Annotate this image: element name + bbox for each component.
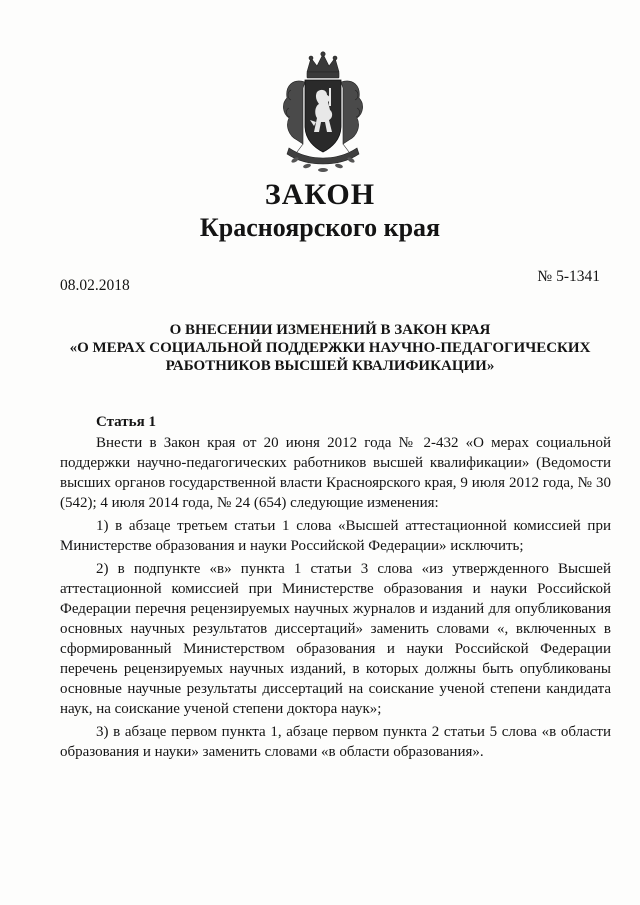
- law-date: 08.02.2018: [60, 277, 130, 294]
- paragraph: 3) в абзаце первом пункта 1, абзаце первом пункта 2 статьи 5 слова «в области образования и науки» заменить словами «в области образования».: [60, 724, 611, 760]
- paragraph: 2) в подпункте «в» пункта 1 статьи 3 слова «из утвержденного Высшей аттестационной комиссией при Министерстве образования и науки Российской Федерации перечня рецензируемых научных журналов и изданий для опубликования основных научных результатов диссертаций» заменить словами «, включенных в сформированный Министерством образования и науки Российской Федерации перечень рецензируемых научных изданий, в которых должны быть опубликованы основные научные результаты диссертаций на соискание ученой степени кандидата наук, на соискание ученой степени доктора наук»;: [60, 561, 611, 717]
- heading-line: «О МЕРАХ СОЦИАЛЬНОЙ ПОДДЕРЖКИ НАУЧНО-ПЕДАГОГИЧЕСКИХ: [69, 340, 591, 356]
- paragraph: Внести в Закон края от 20 июня 2012 года № 2-432 «О мерах социальной поддержки научно-педагогических работников высшей квалификации» (Ведомости высших органов государственной власти Красноярского края, 9 июля 2012 года, № 30 (542); 4 июля 2014 года, № 24 (654) следующие изменения:: [60, 435, 611, 511]
- heading-line: О ВНЕСЕНИИ ИЗМЕНЕНИЙ В ЗАКОН КРАЯ: [169, 322, 491, 338]
- law-number: № 5-1341: [537, 268, 600, 285]
- law-title: ЗАКОН: [264, 178, 376, 211]
- coat-of-arms-icon: [277, 48, 369, 178]
- article-title: Статья 1: [96, 414, 156, 430]
- paragraph: 1) в абзаце третьем статьи 1 слова «Высшей аттестационной комиссией при Министерстве образования и науки Российской Федерации» исключить;: [60, 518, 611, 554]
- heading-line: РАБОТНИКОВ ВЫСШЕЙ КВАЛИФИКАЦИИ»: [165, 358, 495, 374]
- law-heading: [40, 321, 620, 375]
- article-body: [60, 433, 611, 762]
- law-region: Красноярского края: [199, 213, 441, 242]
